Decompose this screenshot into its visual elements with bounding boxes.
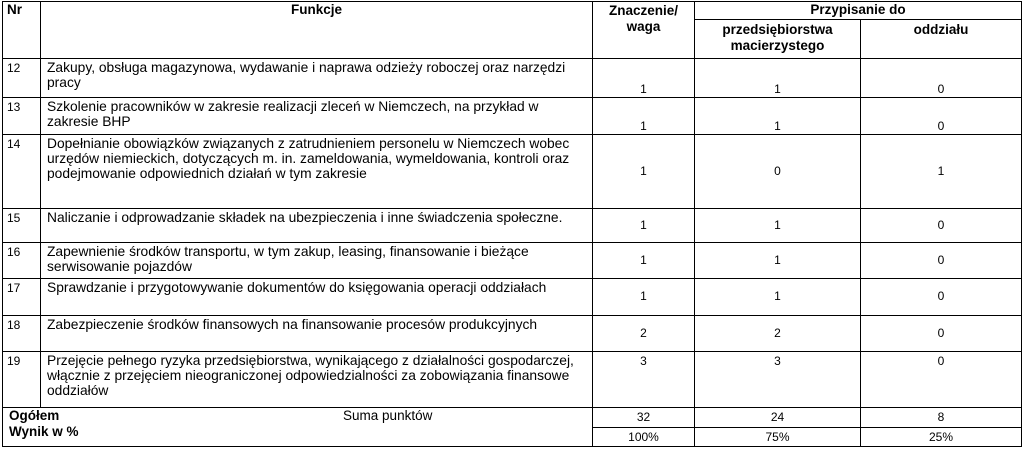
ogolem-label: Ogółem bbox=[9, 408, 60, 424]
total-macierzyste: 24 bbox=[695, 408, 861, 427]
row-oddzial: 1 bbox=[861, 135, 1022, 208]
row-waga: 3 bbox=[593, 352, 695, 408]
row-nr: 16 bbox=[3, 243, 41, 279]
row-macierzyste: 1 bbox=[695, 278, 861, 315]
row-nr: 19 bbox=[3, 352, 41, 408]
row-macierzyste: 1 bbox=[695, 243, 861, 279]
row-oddzial: 0 bbox=[861, 315, 1022, 352]
header-nr: Nr bbox=[3, 2, 41, 59]
row-function: Zabezpieczenie środków finansowych na finansowanie procesów produkcyjnych bbox=[41, 315, 593, 352]
header-przypisanie: Przypisanie do bbox=[695, 2, 1022, 20]
row-function: Naliczanie i odprowadzanie składek na ubezpieczenia i inne świadczenia społeczne. bbox=[41, 208, 593, 243]
row-nr: 14 bbox=[3, 135, 41, 208]
row-function: Dopełnianie obowiązków związanych z zatrudnieniem personelu w Niemczech wobec urzędów niemieckich, dotyczących m. in. zameldowania, wymeldowania, kontroli oraz podejmowanie odpowiednich działań w tym zakresie bbox=[41, 135, 593, 208]
row-waga: 1 bbox=[593, 97, 695, 135]
row-macierzyste: 1 bbox=[695, 208, 861, 243]
row-nr: 17 bbox=[3, 278, 41, 315]
row-nr: 13 bbox=[3, 97, 41, 135]
row-oddzial: 0 bbox=[861, 352, 1022, 408]
row-nr: 12 bbox=[3, 59, 41, 98]
header-funkcje: Funkcje bbox=[41, 2, 593, 59]
row-nr: 18 bbox=[3, 315, 41, 352]
row-waga: 2 bbox=[593, 315, 695, 352]
table-row bbox=[3, 352, 1022, 408]
row-function: Zapewnienie środków transportu, w tym zakup, leasing, finansowanie i bieżące serwisowanie pojazdów bbox=[41, 243, 593, 279]
percent-macierzyste: 75% bbox=[695, 427, 861, 446]
table-row bbox=[3, 135, 1022, 208]
total-oddzial: 8 bbox=[861, 408, 1022, 427]
row-nr: 15 bbox=[3, 208, 41, 243]
table-row bbox=[3, 278, 1022, 315]
table-row bbox=[3, 315, 1022, 352]
total-waga: 32 bbox=[593, 408, 695, 427]
row-macierzyste: 1 bbox=[695, 59, 861, 98]
header-znaczenie: Znaczenie/ waga bbox=[593, 2, 695, 59]
row-waga: 1 bbox=[593, 59, 695, 98]
row-macierzyste: 1 bbox=[695, 97, 861, 135]
header-oddzialu: oddziału bbox=[861, 20, 1022, 59]
row-function: Szkolenie pracowników w zakresie realizacji zleceń w Niemczech, na przykład w zakresie BHP bbox=[41, 97, 593, 135]
row-oddzial: 0 bbox=[861, 278, 1022, 315]
row-waga: 1 bbox=[593, 135, 695, 208]
table-row bbox=[3, 59, 1022, 98]
row-oddzial: 0 bbox=[861, 59, 1022, 98]
row-oddzial: 0 bbox=[861, 97, 1022, 135]
suma-punktow-label: Suma punktów bbox=[343, 408, 433, 424]
header-przedsiebiorstwa: przedsiębiorstwa macierzystego bbox=[695, 20, 861, 59]
row-waga: 1 bbox=[593, 278, 695, 315]
percent-waga: 100% bbox=[593, 427, 695, 446]
functions-table bbox=[2, 1, 1022, 447]
row-macierzyste: 0 bbox=[695, 135, 861, 208]
row-macierzyste: 3 bbox=[695, 352, 861, 408]
row-macierzyste: 2 bbox=[695, 315, 861, 352]
row-waga: 1 bbox=[593, 243, 695, 279]
table-row bbox=[3, 208, 1022, 243]
wynik-label: Wynik w % bbox=[9, 424, 79, 440]
row-function: Sprawdzanie i przygotowywanie dokumentów do księgowania operacji oddziałach bbox=[41, 278, 593, 315]
row-oddzial: 0 bbox=[861, 208, 1022, 243]
percent-oddzial: 25% bbox=[861, 427, 1022, 446]
row-waga: 1 bbox=[593, 208, 695, 243]
row-oddzial: 0 bbox=[861, 243, 1022, 279]
row-function: Przejęcie pełnego ryzyka przedsiębiorstwa, wynikającego z działalności gospodarczej, włącznie z przejęciem nieograniczonej odpowiedzialności za zobowiązania finansowe oddziałów bbox=[41, 352, 593, 408]
totals-label-cell bbox=[3, 408, 593, 447]
table-row bbox=[3, 97, 1022, 135]
table-row bbox=[3, 243, 1022, 279]
row-function: Zakupy, obsługa magazynowa, wydawanie i naprawa odzieży roboczej oraz narzędzi pracy bbox=[41, 59, 593, 98]
totals-sum-row bbox=[3, 408, 1022, 427]
